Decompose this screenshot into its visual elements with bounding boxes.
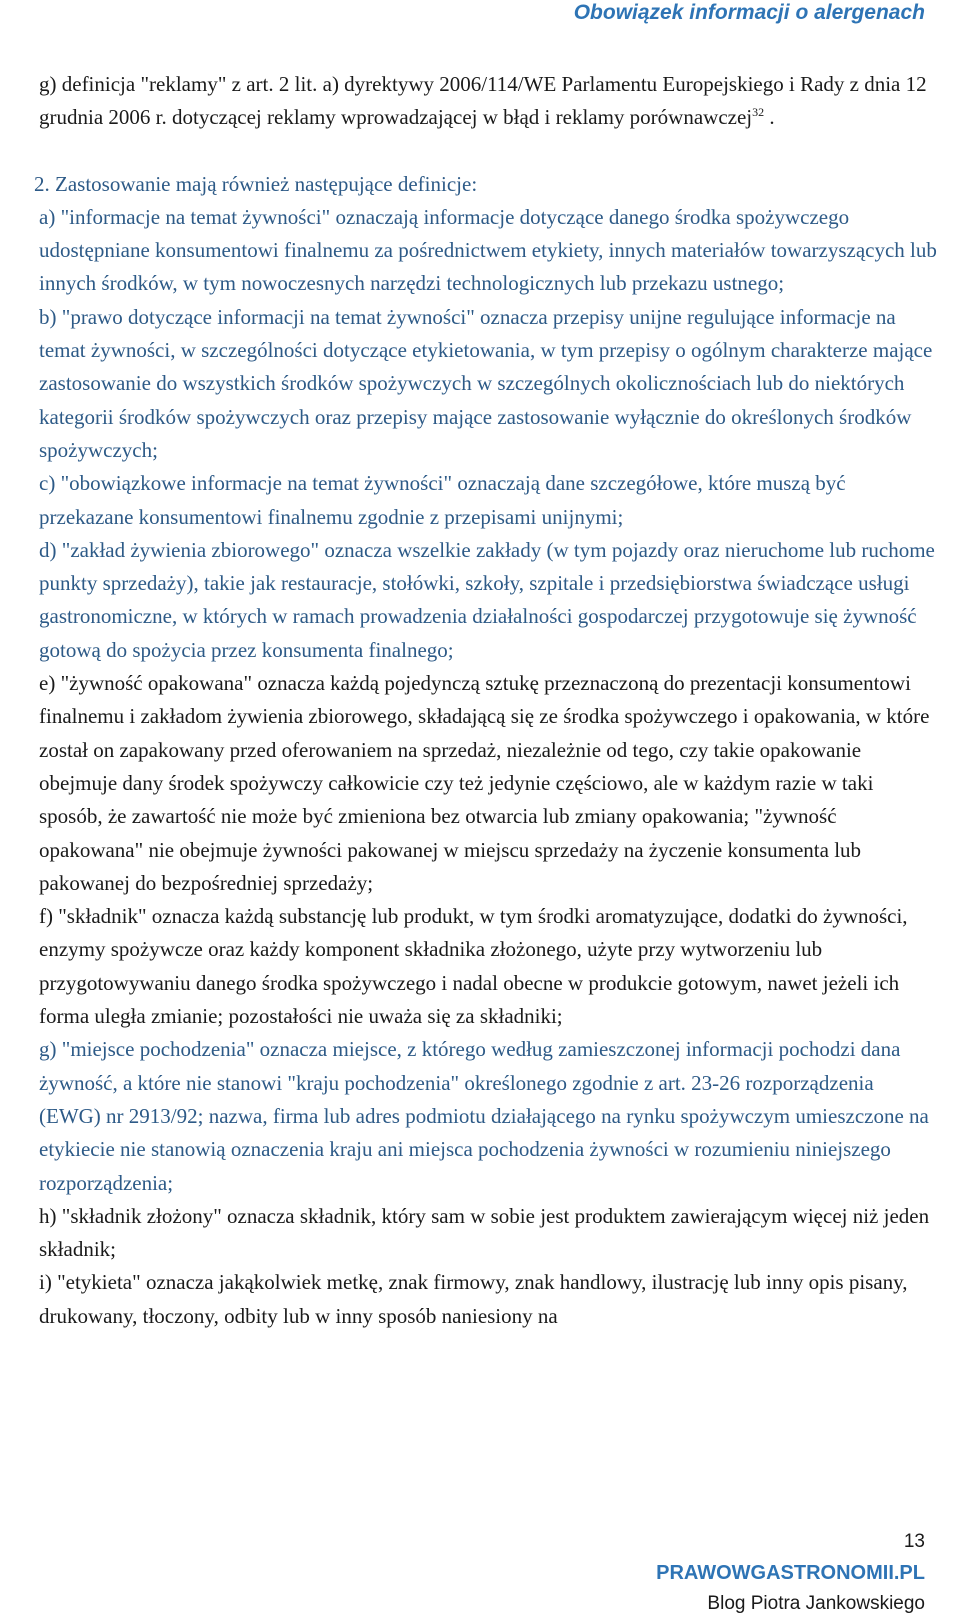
intro-item-suffix: . [764, 105, 775, 130]
definition-item-d: d) "zakład żywienia zbiorowego" oznacza wszelkie zakłady (w tym pojazdy oraz nieruchome lub ruchome punkty sprzedaży), takie jak restauracje, stołówki, szkoły, szpitale i przedsiębiorstwa świadczące usługi gastronomiczne, w których w ramach prowadzenia działalności gospodarczej przygotowuje się żywność gotową do spożycia przez konsumenta finalnego; [39, 537, 935, 662]
definition-item-h: h) "składnik złożony" oznacza składnik, który sam w sobie jest produktem zawierającym więcej niż jeden składnik; [39, 1203, 930, 1262]
footer-site-name: PRAWOWGASTRONOMII.PL [656, 1562, 925, 1584]
definition-item-g: g) "miejsce pochodzenia" oznacza miejsce, z którego według zamieszczonej informacji pochodzi dana żywność, a które nie stanowi "kraju pochodzenia" określonego zgodnie z art. 23-26 rozporządzenia (EWG) nr 2913/92; nazwa, firma lub adres podmiotu działającego na rynku spożywczym umieszczone na etykiecie nie stanowią oznaczenia kraju ani miejsca pochodzenia żywności w rozumieniu niniejszego rozporządzenia; [39, 1037, 929, 1195]
section-2-continued [39, 667, 939, 1333]
definition-item-c: c) "obowiązkowe informacje na temat żywności" oznaczają dane szczegółowe, które muszą być przekazane konsumentowi finalnemu zgodnie z przepisami unijnymi; [39, 471, 846, 529]
page-number: 13 [903, 1531, 925, 1552]
definition-item-i: i) "etykieta" oznacza jakąkolwiek metkę, znak firmowy, znak handlowy, ilustrację lub inny opis pisany, drukowany, tłoczony, odbity lub w inny sposób naniesiony na [39, 1270, 908, 1328]
footer-author: Blog Piotra Jankowskiego [707, 1593, 925, 1614]
section-2-heading: 2. Zastosowanie mają również następujące definicje: [34, 171, 478, 196]
footnote-marker: 32 [752, 105, 765, 120]
definition-item-b: b) "prawo dotyczące informacji na temat żywności" oznacza przepisy unijne regulujące informacje na temat żywności, w szczególności dotyczące etykietowania, w tym przepisy o ogólnym charakterze mające zastosowanie do wszystkich środków spożywczych w szczególnych okolicznościach lub do niektórych kategorii środków spożywczych oraz przepisy mające zastosowanie wyłącznie do określonych środków spożywczych; [39, 304, 933, 462]
intro-item-g [39, 68, 939, 135]
intro-item-text: g) definicja "reklamy" z art. 2 lit. a) dyrektywy 2006/114/WE Parlamentu Europejskiego i Rady z dnia 12 grudnia 2006 r. dotyczącej reklamy wprowadzającej w błąd i reklamy porównawczej [39, 72, 927, 130]
definition-item-e: e) "żywność opakowana" oznacza każdą pojedynczą sztukę przeznaczoną do prezentacji konsumentowi finalnemu i zakładom żywienia zbiorowego, składającą się ze środka spożywczego i opakowania, w które został on zapakowany przed oferowaniem na sprzedaż, niezależnie od tego, czy takie opakowanie obejmuje dany środek spożywczy całkowicie czy też jedynie częściowo, ale w każdym razie w taki sposób, że zawartość nie może być zmieniona bez otwarcia lub zmiany opakowania; "żywność opakowana" nie obejmuje żywności pakowanej w miejscu sprzedaży na życzenie konsumenta lub pakowanej do bezpośredniej sprzedaży; [39, 671, 930, 895]
definition-item-f: f) "składnik" oznacza każdą substancję lub produkt, w tym środki aromatyzujące, dodatki do żywności, enzymy spożywcze oraz każdy komponent składnika złożonego, użyte przy wytworzeniu lub przygotowywaniu danego środka spożywczego i nadal obecne w produkcie gotowym, nawet jeżeli ich forma uległa zmianie; pozostałości nie uważa się za składniki; [39, 904, 908, 1029]
section-2 [34, 168, 939, 667]
document-body [34, 68, 939, 1333]
header-title: Obowiązek informacji o alergenach [573, 1, 925, 24]
page-footer [656, 1530, 925, 1620]
definition-item-a: a) "informacje na temat żywności" oznaczają informacje dotyczące danego środka spożywczego udostępniane konsumentowi finalnemu za pośrednictwem etykiety, innych materiałów towarzyszących lub innych środków, w tym nowoczesnych narzędzi technologicznych lub przekazu ustnego; [39, 204, 937, 296]
